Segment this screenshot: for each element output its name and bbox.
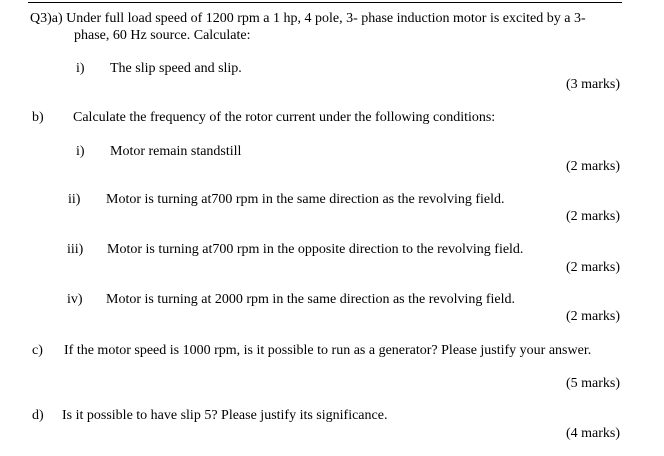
part-d-marks: (4 marks) — [565, 426, 620, 441]
part-b-item-marks: (2 marks) — [565, 159, 620, 174]
part-c-marks: (5 marks) — [565, 376, 620, 391]
part-b-item-marks: (2 marks) — [565, 309, 620, 324]
part-b-item-text: Motor is turning at700 rpm in the opposite direction to the revolving field. — [107, 242, 524, 257]
part-b-item-label: ii) — [68, 192, 81, 207]
part-b-item-marks: (2 marks) — [565, 260, 620, 275]
part-b-item-label: i) — [76, 144, 85, 159]
part-a-label: a) — [51, 11, 63, 26]
part-b-label: b) — [32, 110, 44, 125]
part-b-item-text: Motor is turning at700 rpm in the same direction as the revolving field. — [106, 192, 505, 207]
part-c-label: c) — [32, 343, 43, 358]
part-b-item-text: Motor remain standstill — [110, 144, 242, 159]
part-c-text: If the motor speed is 1000 rpm, is it possible to run as a generator? Please justify your answer. — [64, 343, 592, 358]
part-d-label: d) — [32, 408, 44, 423]
question-number: Q3) — [30, 11, 52, 26]
part-b-item-text: Motor is turning at 2000 rpm in the same direction as the revolving field. — [106, 292, 516, 307]
part-b-item-marks: (2 marks) — [565, 209, 620, 224]
part-b-item-label: iv) — [67, 292, 83, 307]
part-b-item-label: iii) — [67, 242, 84, 257]
top-rule — [28, 2, 622, 3]
part-a-item-marks: (3 marks) — [565, 77, 620, 92]
part-a-text: Under full load speed of 1200 rpm a 1 hp, 4 pole, 3- phase induction motor is excited by a 3- — [66, 11, 586, 26]
part-b-text: Calculate the frequency of the rotor current under the following conditions: — [73, 110, 496, 125]
part-a-item-label: i) — [76, 61, 85, 76]
part-a-text-line2: phase, 60 Hz source. Calculate: — [74, 28, 251, 43]
part-d-text: Is it possible to have slip 5? Please justify its significance. — [62, 408, 388, 423]
part-a-item-text: The slip speed and slip. — [110, 61, 242, 76]
question-part-a-line1 — [30, 11, 586, 27]
